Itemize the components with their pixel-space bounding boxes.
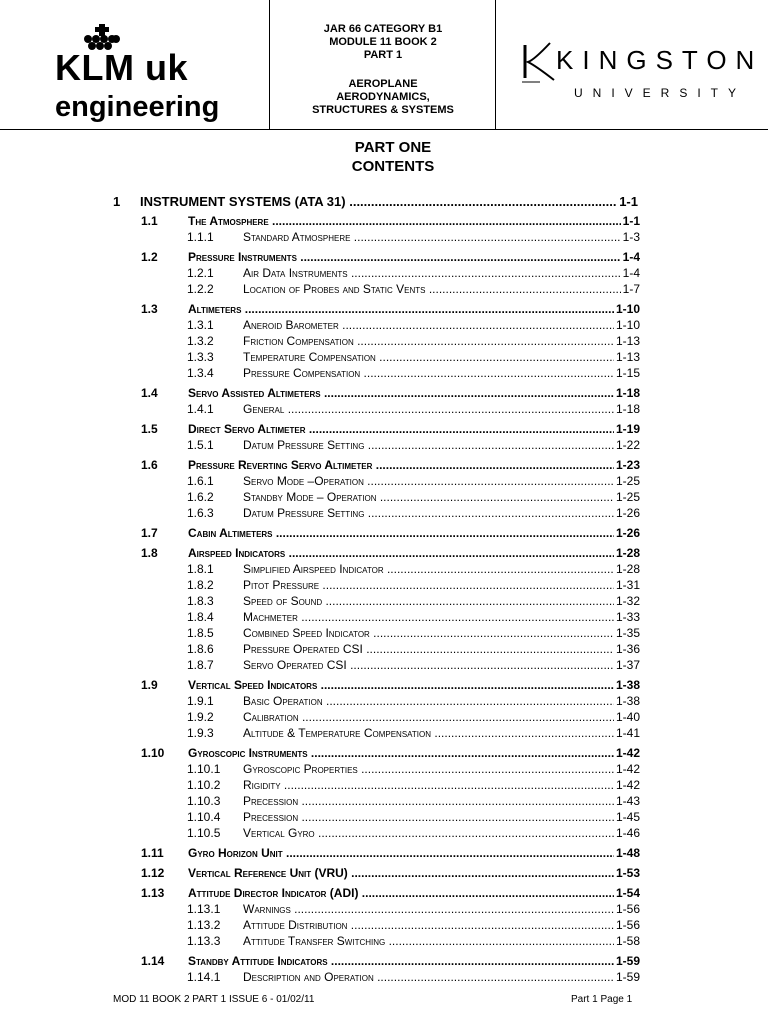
toc-entry-title: Pressure Operated CSI ..... — [243, 641, 630, 657]
module-info-line: STRUCTURES & SYSTEMS — [312, 104, 454, 116]
toc-entry — [0, 437, 768, 453]
toc-entry-page: 1-10 — [615, 318, 640, 332]
toc-entry — [0, 625, 768, 641]
toc-entry — [0, 301, 768, 317]
toc-entry-page: 1-31 — [615, 578, 640, 592]
toc-entry-title: Airspeed Indicators ..... — [188, 545, 630, 561]
toc-entry-title: Standard Atmosphere ..... — [243, 229, 630, 245]
toc-entry-number: 1.9.1 — [187, 694, 214, 708]
toc-entry — [0, 657, 768, 673]
toc-entry — [0, 561, 768, 577]
toc-entry-title: Vertical Speed Indicators ..... — [188, 677, 630, 693]
toc-entry-title: Basic Operation ..... — [243, 693, 630, 709]
toc-entry-title: The Atmosphere ..... — [188, 213, 630, 229]
toc-entry-title: Aneroid Barometer ..... — [243, 317, 630, 333]
toc-entry-title: Pressure Compensation ..... — [243, 365, 630, 381]
toc-entry-title: Temperature Compensation ..... — [243, 349, 630, 365]
toc-entry-page: 1-4 — [622, 266, 640, 280]
brand-name: KLM uk — [55, 47, 188, 88]
toc-entry-number: 1.10.2 — [187, 778, 221, 792]
toc-entry-number: 1.5 — [141, 422, 158, 436]
toc-entry — [0, 229, 768, 245]
toc-entry — [0, 365, 768, 381]
module-info-line: MODULE 11 BOOK 2 — [329, 36, 437, 48]
toc-entry — [0, 317, 768, 333]
toc-entry-page: 1-1 — [622, 214, 640, 228]
toc-entry-number: 1.8.7 — [187, 658, 214, 672]
toc-entry-number: 1.4 — [141, 386, 158, 400]
toc-entry-number: 1.1 — [141, 214, 158, 228]
toc-entry-number: 1.10 — [141, 746, 165, 760]
toc-entry-page: 1-15 — [615, 366, 640, 380]
toc-entry-page: 1-33 — [615, 610, 640, 624]
toc-entry-number: 1.13.2 — [187, 918, 221, 932]
toc-entry-number: 1.13.1 — [187, 902, 221, 916]
toc-entry-page: 1-42 — [615, 762, 640, 776]
toc-entry — [0, 265, 768, 281]
toc-entry-page: 1-37 — [615, 658, 640, 672]
toc-entry-number: 1.8.4 — [187, 610, 214, 624]
toc-entry — [0, 577, 768, 593]
toc-entry-number: 1.10.5 — [187, 826, 221, 840]
klm-logo-block — [0, 0, 270, 130]
toc-entry-page: 1-19 — [615, 422, 640, 436]
toc-entry — [0, 545, 768, 561]
toc-entry-page: 1-23 — [615, 458, 640, 472]
toc-entry-number: 1.6 — [141, 458, 158, 472]
toc-entry-page: 1-22 — [615, 438, 640, 452]
toc-entry-title: Location of Probes and Static Vents ..... — [243, 281, 630, 297]
toc-entry-number: 1.8.3 — [187, 594, 214, 608]
toc-entry-page: 1-13 — [615, 334, 640, 348]
toc-entry-number: 1.5.1 — [187, 438, 214, 452]
toc-entry — [0, 865, 768, 881]
toc-entry-page: 1-7 — [622, 282, 640, 296]
brand-subtitle: engineering — [55, 91, 220, 123]
toc-entry-title: Datum Pressure Setting ..... — [243, 437, 630, 453]
toc-entry-number: 1.2.1 — [187, 266, 214, 280]
toc-entry-page: 1-18 — [615, 386, 640, 400]
toc-entry — [0, 421, 768, 437]
toc-entry-page: 1-54 — [615, 886, 640, 900]
toc-entry-title: Machmeter ..... — [243, 609, 630, 625]
toc-entry-page: 1-59 — [615, 954, 640, 968]
toc-entry — [0, 793, 768, 809]
toc-entry-page: 1-4 — [622, 250, 640, 264]
toc-entry — [0, 249, 768, 265]
toc-entry-title: Attitude Distribution ..... — [243, 917, 630, 933]
toc-entry-title: Simplified Airspeed Indicator ..... — [243, 561, 630, 577]
university-name: KINGSTON — [556, 45, 764, 75]
part-heading: PART ONE — [354, 139, 432, 156]
toc-entry — [0, 745, 768, 761]
toc-entry — [0, 677, 768, 693]
footer-page-number: Part 1 Page 1 — [571, 994, 633, 1005]
toc-entry — [0, 825, 768, 841]
toc-entry-number: 1.3.3 — [187, 350, 214, 364]
toc-entry — [0, 213, 768, 229]
toc-entry-title: Attitude Director Indicator (ADI) ..... — [188, 885, 630, 901]
toc-entry — [0, 725, 768, 741]
toc-entry-title: Altitude & Temperature Compensation ..... — [243, 725, 630, 741]
toc-entry-title: Description and Operation ..... — [243, 969, 630, 985]
toc-entry-page: 1-41 — [615, 726, 640, 740]
toc-entry — [0, 693, 768, 709]
toc-entry-page: 1-42 — [615, 746, 640, 760]
toc-entry-title: Datum Pressure Setting ..... — [243, 505, 630, 521]
toc-entry-title: Vertical Reference Unit (VRU) ..... — [188, 865, 630, 881]
toc-entry-number: 1.12 — [141, 866, 165, 880]
toc-entry-title: Friction Compensation ..... — [243, 333, 630, 349]
toc-entry-number: 1.9 — [141, 678, 158, 692]
toc-entry-page: 1-56 — [615, 902, 640, 916]
toc-entry — [0, 593, 768, 609]
toc-entry-title: Servo Operated CSI ..... — [243, 657, 630, 673]
toc-entry-title: Vertical Gyro ..... — [243, 825, 630, 841]
toc-entry-title: Attitude Transfer Switching ..... — [243, 933, 630, 949]
toc-entry-number: 1.14 — [141, 954, 165, 968]
toc-entry-number: 1.10.3 — [187, 794, 221, 808]
toc-entry-title: Gyro Horizon Unit ..... — [188, 845, 630, 861]
university-logo-block — [496, 0, 768, 130]
toc-entry — [0, 933, 768, 949]
toc-entry-title: Direct Servo Altimeter ..... — [188, 421, 630, 437]
page-header — [0, 0, 768, 130]
toc-entry-number: 1.3.4 — [187, 366, 214, 380]
toc-entry-number: 1.2 — [141, 250, 158, 264]
toc-entry-title: Pressure Reverting Servo Altimeter ..... — [188, 457, 630, 473]
toc-entry — [0, 917, 768, 933]
toc-entry-number: 1 — [113, 194, 121, 209]
toc-entry-number: 1.6.1 — [187, 474, 214, 488]
toc-entry-page: 1-53 — [615, 866, 640, 880]
toc-entry-number: 1.13.3 — [187, 934, 221, 948]
toc-entry-page: 1-36 — [615, 642, 640, 656]
toc-entry — [0, 281, 768, 297]
toc-entry-title: Air Data Instruments ..... — [243, 265, 630, 281]
toc-entry-page: 1-28 — [615, 562, 640, 576]
toc-entry-page: 1-13 — [615, 350, 640, 364]
toc-entry-number: 1.9.3 — [187, 726, 214, 740]
toc-entry-number: 1.8.1 — [187, 562, 214, 576]
toc-entry — [0, 385, 768, 401]
toc-entry-title: Warnings ..... — [243, 901, 630, 917]
toc-entry-number: 1.8.5 — [187, 626, 214, 640]
toc-entry-number: 1.8.2 — [187, 578, 214, 592]
toc-entry-page: 1-26 — [615, 506, 640, 520]
toc-entry-number: 1.3.1 — [187, 318, 214, 332]
toc-entry-title: Servo Mode –Operation ..... — [243, 473, 630, 489]
page-title — [0, 138, 768, 176]
toc-entry — [0, 192, 768, 211]
toc-entry-page: 1-38 — [615, 678, 640, 692]
toc-entry — [0, 609, 768, 625]
module-info-line: AERODYNAMICS, — [336, 91, 430, 103]
toc-entry — [0, 457, 768, 473]
toc-entry-number: 1.10.1 — [187, 762, 221, 776]
toc-entry — [0, 401, 768, 417]
toc-entry-title: Speed of Sound ..... — [243, 593, 630, 609]
toc-entry-title: Precession ..... — [243, 793, 630, 809]
toc-entry-title: Gyroscopic Properties ..... — [243, 761, 630, 777]
toc-entry-title: Calibration ..... — [243, 709, 630, 725]
toc-entry-number: 1.10.4 — [187, 810, 221, 824]
toc-entry-page: 1-28 — [615, 546, 640, 560]
toc-entry-page: 1-58 — [615, 934, 640, 948]
toc-entry-number: 1.6.3 — [187, 506, 214, 520]
module-info-line: PART 1 — [363, 49, 403, 61]
contents-heading: CONTENTS — [351, 158, 435, 175]
toc-entry-number: 1.8.6 — [187, 642, 214, 656]
toc-entry — [0, 845, 768, 861]
toc-entry-number: 1.3 — [141, 302, 158, 316]
toc-entry-page: 1-40 — [615, 710, 640, 724]
toc-entry-title: Standby Mode – Operation ..... — [243, 489, 630, 505]
footer-document-ref: MOD 11 BOOK 2 PART 1 ISSUE 6 - 01/02/11 — [113, 994, 315, 1005]
toc-entry-number: 1.7 — [141, 526, 158, 540]
university-subtitle: UNIVERSITY — [574, 86, 747, 100]
toc-entry-page: 1-26 — [615, 526, 640, 540]
toc-entry-number: 1.8 — [141, 546, 158, 560]
toc-entry-title: Combined Speed Indicator ..... — [243, 625, 630, 641]
toc-entry-page: 1-3 — [622, 230, 640, 244]
toc-entry-number: 1.4.1 — [187, 402, 214, 416]
toc-entry-title: Altimeters ..... — [188, 301, 630, 317]
toc-entry-number: 1.2.2 — [187, 282, 214, 296]
toc-entry-page: 1-46 — [615, 826, 640, 840]
toc-entry-number: 1.11 — [141, 846, 164, 860]
toc-entry-title: General ..... — [243, 401, 630, 417]
toc-entry-title: Gyroscopic Instruments ..... — [188, 745, 630, 761]
toc-entry — [0, 709, 768, 725]
toc-entry-page: 1-1 — [619, 194, 638, 209]
toc-entry-title: Servo Assisted Altimeters ..... — [188, 385, 630, 401]
toc-entry-number: 1.14.1 — [187, 970, 221, 984]
toc-entry — [0, 901, 768, 917]
toc-entry-title: Standby Attitude Indicators ..... — [188, 953, 630, 969]
table-of-contents — [0, 192, 768, 985]
toc-entry — [0, 969, 768, 985]
toc-entry-title: Cabin Altimeters ..... — [188, 525, 630, 541]
toc-entry — [0, 761, 768, 777]
toc-entry — [0, 885, 768, 901]
toc-entry — [0, 525, 768, 541]
toc-entry-page: 1-32 — [615, 594, 640, 608]
toc-entry-title: Pitot Pressure ..... — [243, 577, 630, 593]
toc-entry-page: 1-10 — [615, 302, 640, 316]
toc-entry-title: Pressure Instruments ..... — [188, 249, 630, 265]
toc-entry-title: Precession ..... — [243, 809, 630, 825]
toc-entry-number: 1.13 — [141, 886, 165, 900]
toc-entry — [0, 349, 768, 365]
toc-entry — [0, 489, 768, 505]
toc-entry-page: 1-48 — [615, 846, 640, 860]
toc-entry-page: 1-25 — [615, 474, 640, 488]
toc-entry — [0, 333, 768, 349]
toc-entry-page: 1-25 — [615, 490, 640, 504]
toc-entry-page: 1-59 — [615, 970, 640, 984]
toc-entry-title: INSTRUMENT SYSTEMS (ATA 31) ..... — [140, 192, 634, 211]
toc-entry-page: 1-18 — [615, 402, 640, 416]
toc-entry-page: 1-38 — [615, 694, 640, 708]
toc-entry-page: 1-42 — [615, 778, 640, 792]
toc-entry — [0, 953, 768, 969]
toc-entry-title: Rigidity ..... — [243, 777, 630, 793]
toc-entry — [0, 641, 768, 657]
toc-entry — [0, 809, 768, 825]
toc-entry — [0, 777, 768, 793]
toc-entry — [0, 473, 768, 489]
toc-entry — [0, 505, 768, 521]
toc-entry-number: 1.3.2 — [187, 334, 214, 348]
toc-entry-number: 1.1.1 — [187, 230, 214, 244]
module-info-line: JAR 66 CATEGORY B1 — [323, 23, 443, 35]
toc-entry-number: 1.6.2 — [187, 490, 214, 504]
toc-entry-page: 1-56 — [615, 918, 640, 932]
module-info-block — [270, 0, 496, 130]
toc-entry-page: 1-35 — [615, 626, 640, 640]
module-info-line: AEROPLANE — [348, 78, 418, 90]
toc-entry-number: 1.9.2 — [187, 710, 214, 724]
toc-entry-page: 1-43 — [615, 794, 640, 808]
toc-entry-page: 1-45 — [615, 810, 640, 824]
